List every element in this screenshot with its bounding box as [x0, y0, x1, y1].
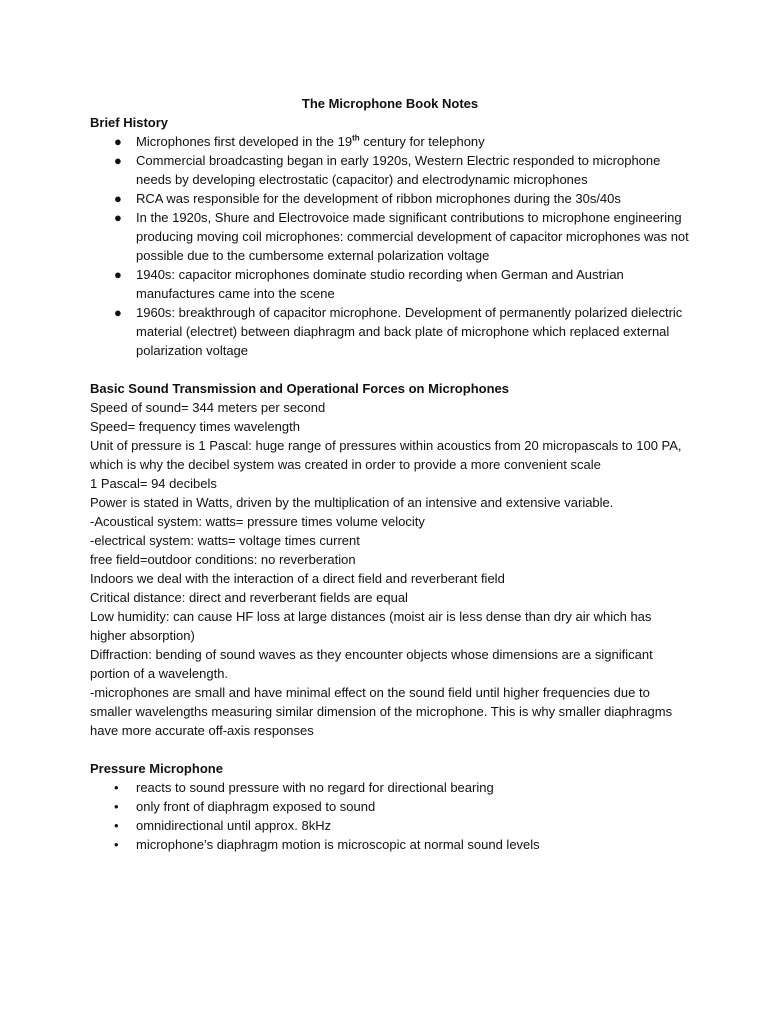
list-item	[90, 778, 690, 797]
bullet-icon: ●	[114, 134, 122, 149]
list-item-text: 1940s: capacitor microphones dominate studio recording when German and Austrian manufactures came into the scene	[136, 267, 624, 301]
text-line: Diffraction: bending of sound waves as they encounter objects whose dimensions are a significant portion of a wavelength.	[90, 647, 653, 681]
list-item	[90, 265, 690, 303]
bullet-icon: ●	[114, 305, 122, 320]
text-line: -electrical system: watts= voltage times current	[90, 533, 360, 548]
text-line: Low humidity: can cause HF loss at large distances (moist air is less dense than dry air which has higher absorption)	[90, 609, 652, 643]
list-item-text: RCA was responsible for the development of ribbon microphones during the 30s/40s	[136, 191, 621, 206]
section-heading-basic-sound: Basic Sound Transmission and Operational Forces on Microphones	[90, 381, 509, 396]
document-page	[90, 94, 690, 854]
pressure-microphone-list	[90, 778, 690, 854]
list-item	[90, 189, 690, 208]
section-heading-pressure-microphone: Pressure Microphone	[90, 761, 223, 776]
list-item-text: Commercial broadcasting began in early 1920s, Western Electric responded to microphone needs by developing electrostatic (capacitor) and electrodynamic microphones	[136, 153, 661, 187]
brief-history-list	[90, 132, 690, 360]
section-heading-brief-history: Brief History	[90, 115, 169, 130]
list-item	[90, 208, 690, 265]
text-line: Speed= frequency times wavelength	[90, 419, 300, 434]
bullet-icon: •	[114, 837, 119, 852]
list-item-text: century for telephony	[359, 134, 485, 149]
bullet-icon: ●	[114, 191, 122, 206]
list-item-text: microphone’s diaphragm motion is microscopic at normal sound levels	[136, 837, 540, 852]
list-item-text: In the 1920s, Shure and Electrovoice made significant contributions to microphone engineering producing moving coil microphones: commercial development of capacitor microphones was not possible due to the cumbersome external polarization voltage	[136, 210, 689, 263]
list-item	[90, 303, 690, 360]
list-item-text: reacts to sound pressure with no regard for directional bearing	[136, 780, 494, 795]
text-line: Speed of sound= 344 meters per second	[90, 400, 326, 415]
text-line: -microphones are small and have minimal effect on the sound field until higher frequencies due to smaller wavelengths measuring similar dimension of the microphone. This is why smaller diaphragms have more accurate off-axis responses	[90, 685, 673, 738]
bullet-icon: ●	[114, 153, 122, 168]
bullet-icon: •	[114, 799, 119, 814]
list-item-text: Microphones first developed in the 19	[136, 134, 353, 149]
list-item	[90, 151, 690, 189]
text-line: free field=outdoor conditions: no reverberation	[90, 552, 356, 567]
text-line: Power is stated in Watts, driven by the multiplication of an intensive and extensive variable.	[90, 495, 614, 510]
text-line: Critical distance: direct and reverberant fields are equal	[90, 590, 408, 605]
section-spacer	[90, 740, 690, 759]
list-item-text: only front of diaphragm exposed to sound	[136, 799, 376, 814]
text-line: -Acoustical system: watts= pressure times volume velocity	[90, 514, 425, 529]
superscript: th	[352, 133, 360, 143]
list-item	[90, 797, 690, 816]
bullet-icon: •	[114, 818, 119, 833]
document-title: The Microphone Book Notes	[301, 96, 479, 111]
bullet-icon: ●	[114, 210, 122, 225]
text-line: Indoors we deal with the interaction of a direct field and reverberant field	[90, 571, 505, 586]
text-line: 1 Pascal= 94 decibels	[90, 476, 217, 491]
section-spacer	[90, 360, 690, 379]
text-line: Unit of pressure is 1 Pascal: huge range of pressures within acoustics from 20 micropascals to 100 PA, which is why the decibel system was created in order to provide a more convenient scale	[90, 438, 682, 472]
list-item	[90, 835, 690, 854]
bullet-icon: ●	[114, 267, 122, 282]
list-item	[90, 132, 690, 151]
list-item	[90, 816, 690, 835]
list-item-text: 1960s: breakthrough of capacitor microphone. Development of permanently polarized dielectric material (electret) between diaphragm and back plate of microphone which replaced external polarization voltage	[136, 305, 683, 358]
bullet-icon: •	[114, 780, 119, 795]
list-item-text: omnidirectional until approx. 8kHz	[136, 818, 332, 833]
